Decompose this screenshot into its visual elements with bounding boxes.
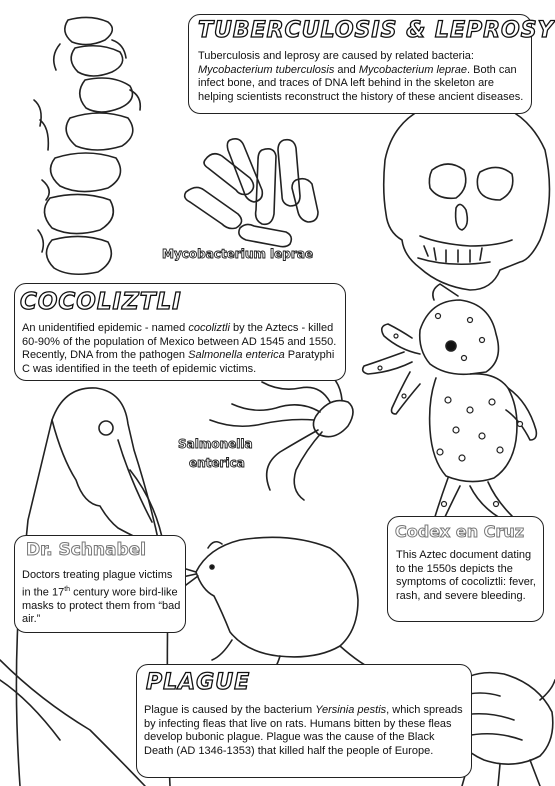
cocoliztli-text: An unidentified epidemic - named cocoliztli by the Aztecs - killed 60-90% of the population of Mexico between AD 1545 and 1550. Recently, DNA from the pathogen Salmonella enterica Paratyphi C was identified in the teeth of epidemic victims. <box>22 322 337 375</box>
mycobacterium-leprae-illustration <box>185 139 318 247</box>
tuberculosis-leprosy-text: Tuberculosis and leprosy are caused by related bacteria: Mycobacterium tuberculosis and Mycobacterium leprae. Both can infect bone, and traces of DNA left behind in the skeleton are helping scientists reconstruct the history of these ancient diseases. <box>198 50 524 103</box>
salmonella-illustration <box>210 372 353 500</box>
spine-illustration <box>34 17 140 274</box>
tuberculosis-leprosy-title: TUBERCULOSIS & LEPROSY <box>198 18 555 43</box>
codex-en-cruz-text: This Aztec document dating to the 1550s depicts the symptoms of cocoliztli: fever, rash, and severe bleeding. <box>396 549 536 602</box>
codex-figure-illustration <box>363 284 537 532</box>
dr-schnabel-title: Dr. Schnabel <box>26 540 146 560</box>
salmonella-label-line1: Salmonella <box>178 437 253 451</box>
plague-text: Plague is caused by the bacterium Yersinia pestis, which spreads by infecting fleas that live on rats. Humans bitten by these fleas develop bubonic plague. Plague was the cause of the Black Death (AD 1346-1353) that killed half the people of Europe. <box>144 704 463 757</box>
skull-illustration <box>384 99 550 290</box>
mycobacterium-leprae-label: Mycobacterium leprae <box>162 247 314 261</box>
plague-title: PLAGUE <box>146 670 251 695</box>
salmonella-label-line2: enterica <box>189 456 245 470</box>
rat-illustration <box>176 537 410 676</box>
cocoliztli-title: COCOLIZTLI <box>20 289 182 315</box>
dr-schnabel-text: Doctors treating plague victims in the 17th century wore bird-like masks to protect them from “bad air.” <box>22 569 181 626</box>
codex-en-cruz-title: Codex en Cruz <box>395 522 525 541</box>
